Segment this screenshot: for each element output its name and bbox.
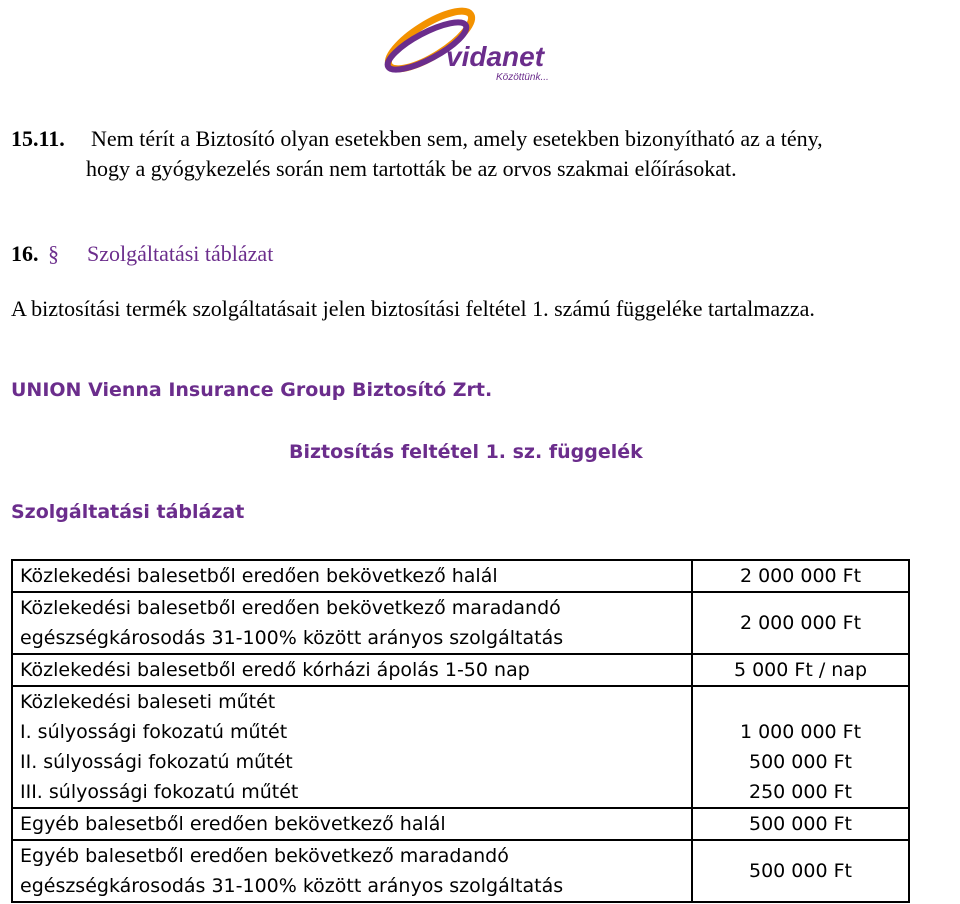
benefit-description bbox=[12, 686, 692, 808]
table-row bbox=[12, 840, 909, 902]
company-name: UNION Vienna Insurance Group Biztosító Zrt. bbox=[11, 379, 493, 401]
benefit-description bbox=[12, 654, 692, 686]
logo-tagline: Közöttünk... bbox=[496, 72, 549, 83]
table-title: Szolgáltatási táblázat bbox=[11, 501, 245, 523]
section-title: Szolgáltatási táblázat bbox=[87, 241, 274, 266]
benefit-description-line: I. súlyossági fokozatú műtét bbox=[20, 721, 288, 743]
benefit-amount bbox=[692, 560, 909, 592]
benefit-amount-line: 500 000 Ft bbox=[749, 751, 852, 773]
benefits-table bbox=[11, 559, 910, 903]
benefit-description bbox=[12, 560, 692, 592]
benefit-description-line: Közlekedési balesetből eredően bekövetkező halál bbox=[20, 565, 498, 587]
benefit-amount bbox=[692, 808, 909, 840]
vidanet-logo bbox=[372, 0, 572, 88]
appendix-title: Biztosítás feltétel 1. sz. függelék bbox=[289, 441, 643, 463]
table-row bbox=[12, 808, 909, 840]
logo-brand-text: vidanet bbox=[446, 41, 545, 72]
benefit-description-line: Egyéb balesetből eredően bekövetkező halál bbox=[20, 813, 446, 835]
benefit-description bbox=[12, 808, 692, 840]
benefit-amount-line: 5 000 Ft / nap bbox=[733, 659, 868, 681]
benefit-description-line: Közlekedési baleseti műtét bbox=[20, 691, 276, 713]
benefit-amount-line: 2 000 000 Ft bbox=[739, 612, 862, 634]
table-row bbox=[12, 560, 909, 592]
benefit-description bbox=[12, 592, 692, 654]
benefit-amount-line: 2 000 000 Ft bbox=[739, 565, 862, 587]
benefit-amount-line: 250 000 Ft bbox=[749, 781, 852, 803]
table-row bbox=[12, 592, 909, 654]
vidanet-logo-mark bbox=[372, 0, 572, 88]
benefit-description-line: III. súlyossági fokozatú műtét bbox=[20, 781, 299, 803]
section-paragraph-symbol: § bbox=[48, 241, 59, 266]
table-row bbox=[12, 686, 909, 808]
benefit-description-line: egészségkárosodás 31-100% között arányos szolgáltatás bbox=[20, 627, 564, 649]
section-body: A biztosítási termék szolgáltatásait jelen biztosítási feltétel 1. számú függeléke tartalmazza. bbox=[11, 296, 815, 321]
clause-text-line-2: hogy a gyógykezelés során nem tartották be az orvos szakmai előírásokat. bbox=[86, 156, 737, 181]
benefit-description-line: II. súlyossági fokozatú műtét bbox=[20, 751, 293, 773]
benefit-amount bbox=[692, 840, 909, 902]
benefit-description bbox=[12, 840, 692, 902]
benefit-description-line: Közlekedési balesetből eredő kórházi ápolás 1-50 nap bbox=[20, 659, 530, 681]
benefit-description-line: egészségkárosodás 31-100% között arányos szolgáltatás bbox=[20, 875, 564, 897]
benefit-amount bbox=[692, 686, 909, 808]
benefit-description-line: Közlekedési balesetből eredően bekövetkező maradandó bbox=[20, 597, 561, 619]
benefit-amount-line: 500 000 Ft bbox=[749, 813, 852, 835]
benefit-description-line: Egyéb balesetből eredően bekövetkező maradandó bbox=[20, 845, 509, 867]
table-row bbox=[12, 654, 909, 686]
benefit-amount bbox=[692, 654, 909, 686]
benefit-amount-line: 1 000 000 Ft bbox=[739, 721, 862, 743]
clause-text-line-1: Nem térít a Biztosító olyan esetekben sem, amely esetekben bizonyítható az a tény, bbox=[91, 126, 823, 151]
benefit-amount-line: 500 000 Ft bbox=[749, 860, 852, 882]
benefit-amount bbox=[692, 592, 909, 654]
section-number: 16. bbox=[11, 241, 39, 266]
clause-number: 15.11. bbox=[11, 126, 65, 151]
